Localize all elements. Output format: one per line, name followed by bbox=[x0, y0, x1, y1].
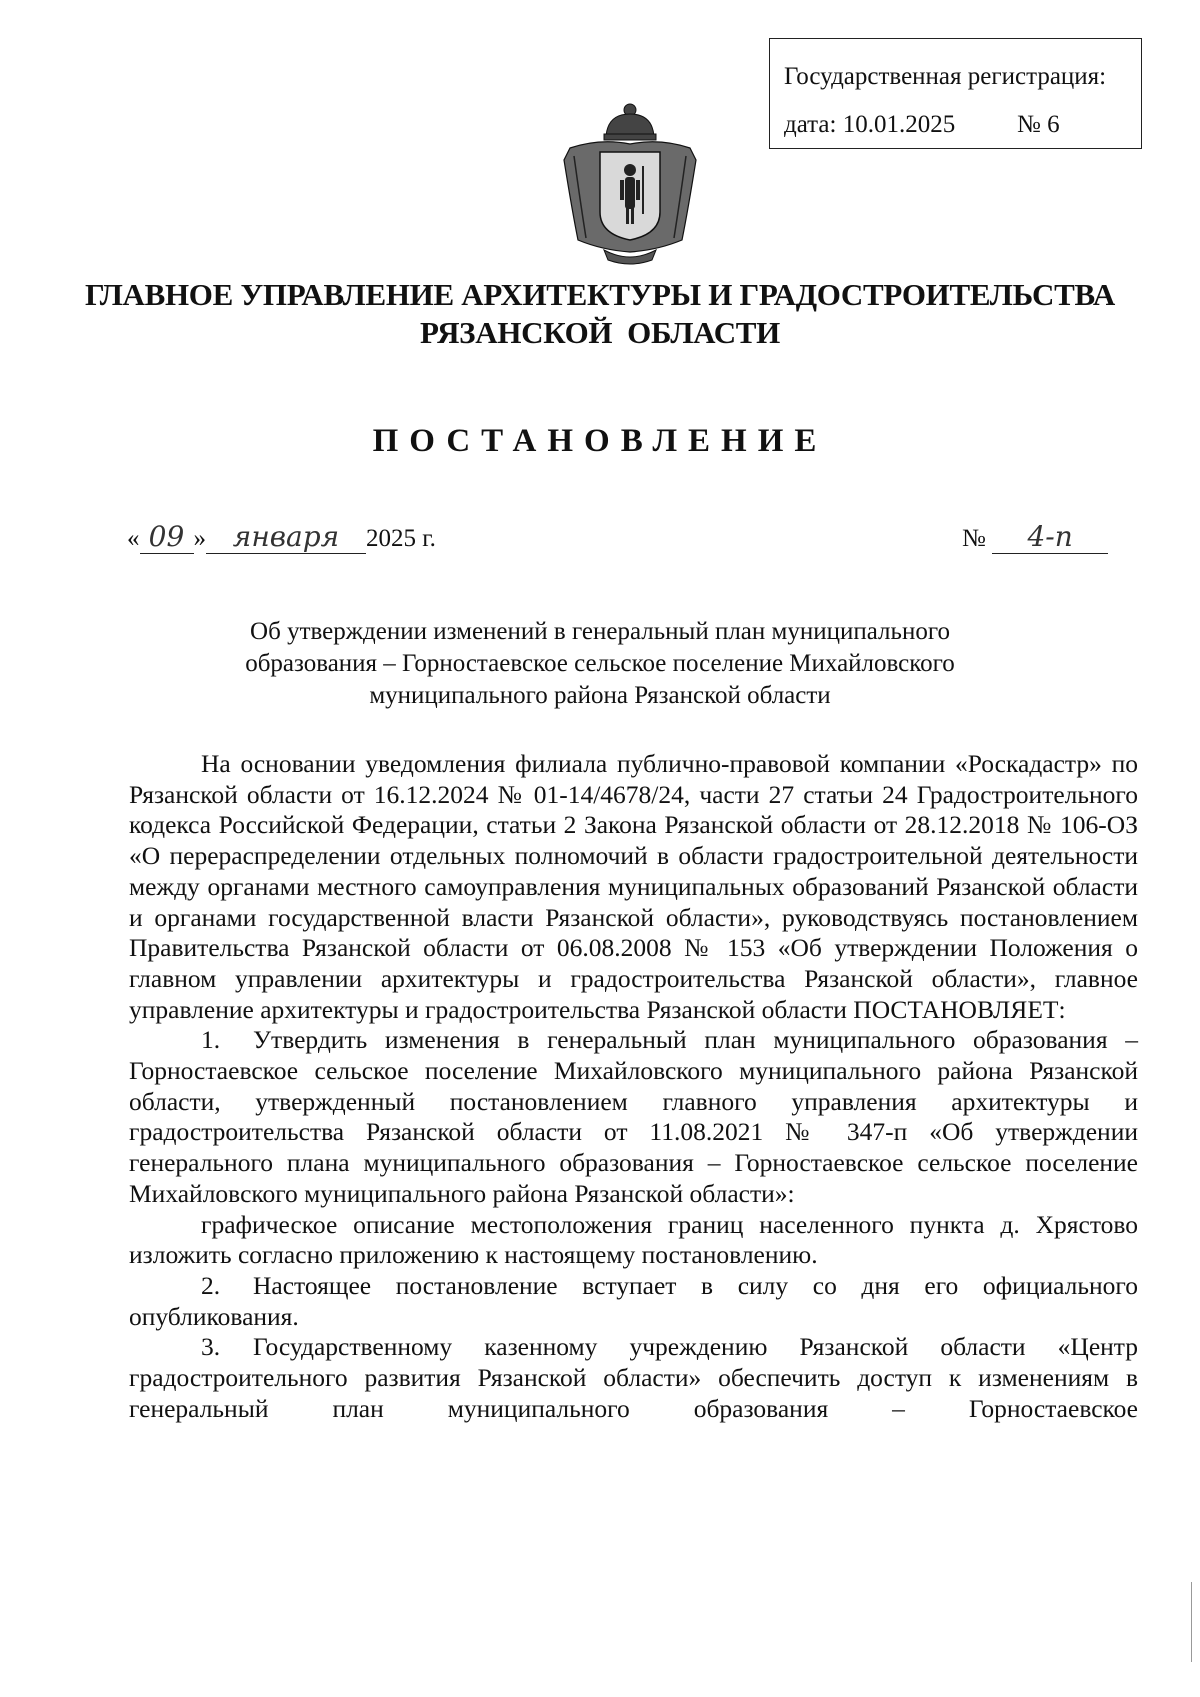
close-quote: » bbox=[193, 525, 206, 552]
item-1-number: 1. bbox=[201, 1025, 221, 1055]
item-3-number: 3. bbox=[201, 1332, 221, 1362]
document-subject bbox=[140, 616, 1060, 712]
item-2 bbox=[129, 1271, 1138, 1332]
document-date bbox=[127, 520, 436, 560]
item-1-text: Утвердить изменения в генеральный план муниципального образования – Горностаевское сельское поселение Михайловского муниципального района Рязанской области, утвержденный постановлением главного управления архитектуры и градостроительства Рязанской области от 11.08.2021 № 347-п «Об утверждении генерального плана муниципального образования – Горностаевское сельское поселение Михайловского муниципального района Рязанской области»: bbox=[129, 1025, 1138, 1208]
subject-line3: муниципального района Рязанской области bbox=[369, 682, 831, 709]
document-body bbox=[129, 749, 1138, 1424]
registration-stamp bbox=[769, 38, 1142, 149]
item-3 bbox=[129, 1332, 1138, 1424]
scan-margin-mark bbox=[1191, 1582, 1192, 1662]
ryazan-coat-of-arms-icon bbox=[560, 100, 700, 268]
subject-line1: Об утверждении изменений в генеральный план муниципального bbox=[250, 618, 950, 645]
registration-number: № 6 bbox=[1017, 111, 1060, 138]
open-quote: « bbox=[127, 525, 140, 552]
agency-name-line1: ГЛАВНОЕ УПРАВЛЕНИЕ АРХИТЕКТУРЫ И ГРАДОСТРОИТЕЛЬСТВА bbox=[84, 277, 1115, 312]
date-day: 09 bbox=[140, 520, 194, 554]
agency-name bbox=[0, 276, 1200, 352]
preamble-paragraph: На основании уведомления филиала публично-правовой компании «Роскадастр» по Рязанской области от 16.12.2024 № 01-14/4678/24, части 27 статьи 24 Градостроительного кодекса Российской Федерации, статьи 2 Закона Рязанской области от 28.12.2018 № 106-ОЗ «О перераспределении отдельных полномочий в области градостроительной деятельности между органами местного самоуправления муниципальных образований Рязанской области и органами государственной власти Рязанской области», руководствуясь постановлением Правительства Рязанской области от 06.08.2008 № 153 «Об утверждении Положения о главном управлении архитектуры и градостроительства Рязанской области», главное управление архитектуры и градостроительства Рязанской области ПОСТАНОВЛЯЕТ: bbox=[129, 749, 1138, 1024]
registration-title: Государственная регистрация: bbox=[784, 63, 1107, 90]
item-3-text: Государственному казенному учреждению Рязанской области «Центр градостроительного развития Рязанской области» обеспечить доступ к изменениям в генеральный план муниципального образования – Горностаевское bbox=[129, 1332, 1138, 1423]
agency-name-line2: РЯЗАНСКОЙ ОБЛАСТИ bbox=[419, 315, 781, 350]
date-month: января bbox=[206, 520, 366, 554]
subject-line2: образования – Горностаевское сельское поселение Михайловского bbox=[245, 650, 955, 677]
document-number bbox=[962, 520, 1108, 554]
document-type: ПОСТАНОВЛЕНИЕ bbox=[372, 423, 828, 459]
item-1-subitem: графическое описание местоположения границ населенного пункта д. Хрястово изложить согласно приложению к настоящему постановлению. bbox=[129, 1209, 1138, 1270]
item-2-number: 2. bbox=[201, 1270, 221, 1300]
registration-date: дата: 10.01.2025 bbox=[784, 111, 956, 138]
number-label: № bbox=[962, 525, 986, 552]
item-2-text: Настоящее постановление вступает в силу со дня его официального опубликования. bbox=[129, 1270, 1138, 1331]
date-year: 2025 г. bbox=[366, 525, 436, 552]
number-value: 4-п bbox=[992, 520, 1108, 554]
item-1 bbox=[129, 1025, 1138, 1209]
